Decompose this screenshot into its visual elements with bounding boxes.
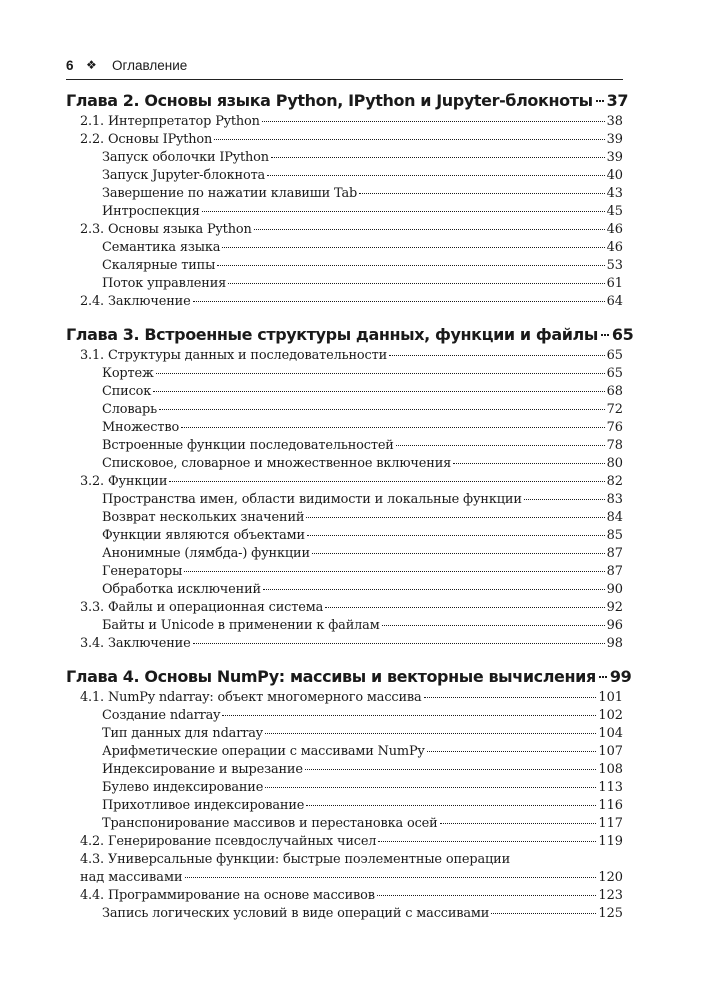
toc-entry-title: 3.3. Файлы и операционная система <box>80 600 324 615</box>
toc-entry-subsection[interactable] <box>66 761 623 779</box>
dot-leader <box>159 409 605 410</box>
toc-entry-subsection[interactable] <box>66 509 623 527</box>
toc-entry-title: Пространства имен, области видимости и локальные функции <box>102 492 522 507</box>
header-rule <box>66 79 623 80</box>
toc-page-number: 39 <box>606 150 623 165</box>
toc-entry-title: Булево индексирование <box>102 780 264 795</box>
toc-page-number: 46 <box>606 222 623 237</box>
toc-entry-title: Запуск оболочки IPython <box>102 150 269 165</box>
toc-entry-subsection[interactable] <box>66 275 623 293</box>
toc-page-number: 90 <box>606 582 623 597</box>
toc-page-number: 99 <box>609 667 632 686</box>
toc-page-number: 123 <box>598 888 623 903</box>
toc-entry-subsection[interactable] <box>66 455 623 473</box>
table-of-contents <box>66 90 634 923</box>
toc-entry-title: Арифметические операции с массивами NumPy <box>102 744 425 759</box>
toc-entry-section-continuation[interactable] <box>66 869 623 887</box>
toc-page-number: 102 <box>598 708 623 723</box>
toc-entry-subsection[interactable] <box>66 797 623 815</box>
toc-entry-subsection[interactable] <box>66 905 623 923</box>
dot-leader <box>424 697 597 698</box>
toc-page-number: 39 <box>606 132 623 147</box>
dot-leader <box>306 805 596 806</box>
dot-leader <box>265 733 596 734</box>
toc-entry-chapter[interactable] <box>66 90 629 112</box>
toc-page-number: 78 <box>606 438 623 453</box>
toc-entry-subsection[interactable] <box>66 581 623 599</box>
toc-page-number: 46 <box>606 240 623 255</box>
toc-entry-chapter[interactable] <box>66 324 634 346</box>
toc-entry-section[interactable] <box>66 473 623 491</box>
toc-entry-subsection[interactable] <box>66 563 623 581</box>
dot-leader <box>181 427 605 428</box>
toc-entry-section[interactable] <box>66 833 623 851</box>
toc-entry-title: 4.3. Универсальные функции: быстрые поэлементные операции <box>80 852 511 867</box>
toc-entry-title: Скалярные типы <box>102 258 216 273</box>
toc-page-number: 53 <box>606 258 623 273</box>
toc-entry-section[interactable] <box>66 221 623 239</box>
toc-entry-subsection[interactable] <box>66 203 623 221</box>
toc-entry-title: Семантика языка <box>102 240 221 255</box>
dot-leader <box>184 571 604 572</box>
dot-leader <box>217 265 604 266</box>
dot-leader <box>214 139 604 140</box>
toc-entry-subsection[interactable] <box>66 491 623 509</box>
toc-page-number: 107 <box>598 744 623 759</box>
toc-entry-title: Список <box>102 384 152 399</box>
dot-leader <box>262 121 605 122</box>
running-title: Оглавление <box>112 57 188 73</box>
toc-entry-title: Множество <box>102 420 180 435</box>
dot-leader <box>382 625 605 626</box>
dot-leader <box>263 589 605 590</box>
toc-entry-title: Встроенные функции последовательностей <box>102 438 394 453</box>
toc-page-number: 113 <box>598 780 623 795</box>
dot-leader <box>491 913 596 914</box>
toc-entry-section[interactable] <box>66 887 623 905</box>
toc-entry-title: 3.4. Заключение <box>80 636 191 651</box>
dot-leader <box>153 391 604 392</box>
toc-entry-section[interactable] <box>66 293 623 311</box>
toc-entry-title: 4.2. Генерирование псевдослучайных чисел <box>80 834 377 849</box>
toc-entry-subsection[interactable] <box>66 743 623 761</box>
toc-page-number: 87 <box>606 564 623 579</box>
dot-leader <box>185 877 597 878</box>
toc-page-number: 84 <box>606 510 623 525</box>
dot-leader <box>169 481 604 482</box>
dot-leader <box>524 499 605 500</box>
toc-page-number: 80 <box>606 456 623 471</box>
dot-leader <box>305 769 597 770</box>
toc-entry-title: Анонимные (лямбда-) функции <box>102 546 310 561</box>
dot-leader <box>453 463 604 464</box>
toc-page-number: 76 <box>606 420 623 435</box>
toc-entry-title: Списковое, словарное и множественное включения <box>102 456 452 471</box>
toc-page-number: 43 <box>606 186 623 201</box>
dot-leader <box>359 193 604 194</box>
toc-entry-title: Глава 4. Основы NumPy: массивы и векторные вычисления <box>66 667 596 686</box>
toc-page-number: 37 <box>606 91 629 110</box>
dot-leader <box>601 334 609 336</box>
toc-entry-subsection[interactable] <box>66 185 623 203</box>
toc-entry-title: 2.4. Заключение <box>80 294 191 309</box>
dot-leader <box>254 229 605 230</box>
toc-entry-title: Глава 3. Встроенные структуры данных, функции и файлы <box>66 325 598 344</box>
toc-entry-subsection[interactable] <box>66 419 623 437</box>
toc-entry-subsection[interactable] <box>66 617 623 635</box>
toc-entry-title: Глава 2. Основы языка Python, IPython и Jupyter-блокноты <box>66 91 593 110</box>
running-header <box>66 53 623 77</box>
toc-entry-section[interactable] <box>66 131 623 149</box>
toc-entry-subsection[interactable] <box>66 437 623 455</box>
dot-leader <box>222 715 596 716</box>
toc-page-number: 40 <box>606 168 623 183</box>
dot-leader <box>427 751 597 752</box>
toc-page-number: 116 <box>598 798 623 813</box>
dot-leader <box>193 643 605 644</box>
page-number: 6 <box>66 57 74 73</box>
toc-entry-title: 4.1. NumPy ndarray: объект многомерного массива <box>80 690 422 705</box>
toc-page-number: 85 <box>606 528 623 543</box>
toc-page-number: 96 <box>606 618 623 633</box>
toc-page-number: 117 <box>598 816 623 831</box>
toc-entry-title: Индексирование и вырезание <box>102 762 303 777</box>
toc-entry-subsection[interactable] <box>66 257 623 275</box>
toc-entry-section[interactable] <box>66 113 623 131</box>
dot-leader <box>377 895 597 896</box>
toc-entry-title: Генераторы <box>102 564 183 579</box>
toc-page-number: 98 <box>606 636 623 651</box>
toc-page-number: 120 <box>598 870 623 885</box>
dot-leader <box>267 175 605 176</box>
toc-page-number: 101 <box>598 690 623 705</box>
toc-entry-subsection[interactable] <box>66 527 623 545</box>
toc-page-number: 65 <box>606 366 623 381</box>
dot-leader <box>325 607 604 608</box>
toc-entry-title: Возврат нескольких значений <box>102 510 305 525</box>
dot-leader <box>306 517 604 518</box>
toc-entry-chapter[interactable] <box>66 666 632 688</box>
toc-entry-title: 4.4. Программирование на основе массивов <box>80 888 375 903</box>
dot-leader <box>222 247 604 248</box>
toc-page-number: 83 <box>606 492 623 507</box>
toc-entry-section[interactable] <box>66 689 623 707</box>
toc-page-number: 38 <box>606 114 623 129</box>
toc-entry-title: Словарь <box>102 402 157 417</box>
toc-entry-title: Создание ndarray <box>102 708 221 723</box>
toc-entry-subsection[interactable] <box>66 167 623 185</box>
toc-entry-title: 3.1. Структуры данных и последовательности <box>80 348 388 363</box>
toc-page-number: 65 <box>611 325 634 344</box>
dot-leader <box>312 553 605 554</box>
toc-entry-section[interactable] <box>66 599 623 617</box>
dot-leader <box>156 373 605 374</box>
toc-entry-subsection[interactable] <box>66 383 623 401</box>
toc-entry-subsection[interactable] <box>66 545 623 563</box>
toc-entry-title: 2.1. Интерпретатор Python <box>80 114 260 129</box>
toc-entry-title: Запись логических условий в виде операций с массивами <box>102 906 490 921</box>
toc-entry-title: Кортеж <box>102 366 154 381</box>
toc-page-number: 125 <box>598 906 623 921</box>
toc-entry-title: Обработка исключений <box>102 582 261 597</box>
toc-page-number: 72 <box>606 402 623 417</box>
toc-page-number: 82 <box>606 474 623 489</box>
dot-leader <box>396 445 605 446</box>
dot-leader <box>389 355 605 356</box>
toc-entry-subsection[interactable] <box>66 779 623 797</box>
toc-entry-subsection[interactable] <box>66 815 623 833</box>
toc-entry-section[interactable] <box>66 347 623 365</box>
toc-page-number: 108 <box>598 762 623 777</box>
toc-page-number: 64 <box>606 294 623 309</box>
toc-entry-section[interactable] <box>66 851 623 869</box>
toc-entry-title: Транспонирование массивов и перестановка осей <box>102 816 438 831</box>
dot-leader <box>271 157 605 158</box>
toc-entry-title: Прихотливое индексирование <box>102 798 305 813</box>
toc-page-number: 68 <box>606 384 623 399</box>
toc-entry-title-continuation: над массивами <box>80 870 183 885</box>
toc-entry-title: 3.2. Функции <box>80 474 168 489</box>
toc-entry-subsection[interactable] <box>66 401 623 419</box>
dot-leader <box>378 841 596 842</box>
toc-entry-title: Тип данных для ndarray <box>102 726 263 741</box>
toc-entry-title: Завершение по нажатии клавиши Tab <box>102 186 358 201</box>
toc-page-number: 104 <box>598 726 623 741</box>
toc-entry-title: Байты и Unicode в применении к файлам <box>102 618 380 633</box>
toc-entry-subsection[interactable] <box>66 239 623 257</box>
toc-page-number: 61 <box>606 276 623 291</box>
toc-page-number: 119 <box>598 834 623 849</box>
dot-leader <box>228 283 604 284</box>
toc-page-number: 92 <box>606 600 623 615</box>
toc-entry-section[interactable] <box>66 635 623 653</box>
toc-entry-title: 2.3. Основы языка Python <box>80 222 252 237</box>
dot-leader <box>599 676 607 678</box>
toc-entry-title: Запуск Jupyter-блокнота <box>102 168 266 183</box>
toc-entry-subsection[interactable] <box>66 365 623 383</box>
toc-page-number: 87 <box>606 546 623 561</box>
toc-page-number: 65 <box>606 348 623 363</box>
toc-entry-title: Поток управления <box>102 276 227 291</box>
toc-entry-title: Функции являются объектами <box>102 528 305 543</box>
toc-entry-subsection[interactable] <box>66 707 623 725</box>
toc-entry-title: Интроспекция <box>102 204 200 219</box>
toc-entry-title: 2.2. Основы IPython <box>80 132 213 147</box>
toc-entry-subsection[interactable] <box>66 149 623 167</box>
toc-entry-subsection[interactable] <box>66 725 623 743</box>
dot-leader <box>265 787 596 788</box>
dot-leader <box>440 823 597 824</box>
dot-leader <box>202 211 605 212</box>
dot-leader <box>596 100 604 102</box>
ornament-icon: ❖ <box>86 58 97 72</box>
toc-page-number: 45 <box>606 204 623 219</box>
dot-leader <box>193 301 605 302</box>
dot-leader <box>307 535 605 536</box>
